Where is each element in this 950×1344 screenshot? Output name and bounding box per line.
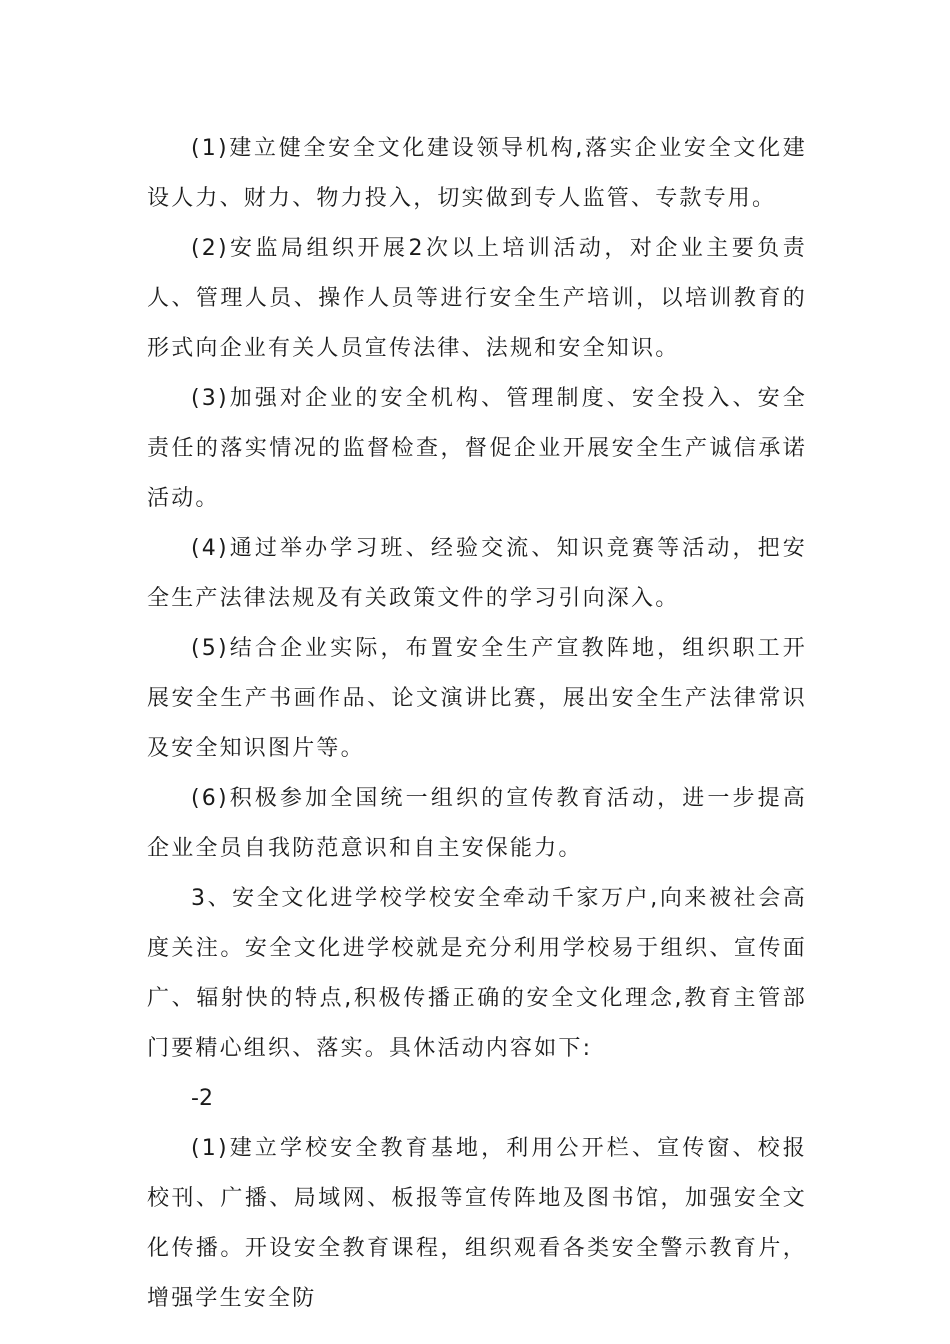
paragraph-5: (5)结合企业实际，布置安全生产宣教阵地，组织职工开展安全生产书画作品、论文演讲比赛，展出安全生产法律常识及安全知识图片等。 <box>147 636 807 761</box>
paragraph-4: (4)通过举办学习班、经验交流、知识竞赛等活动，把安全生产法律法规及有关政策文件的学习引向深入。 <box>147 536 807 611</box>
paragraph-1: (1)建立健全安全文化建设领导机构,落实企业安全文化建设人力、财力、物力投入，切实做到专人监管、专款专用。 <box>147 136 807 211</box>
paragraph-3: (3)加强对企业的安全机构、管理制度、安全投入、安全责任的落实情况的监督检查，督促企业开展安全生产诚信承诺活动。 <box>147 386 807 511</box>
document-body <box>147 124 807 1324</box>
paragraph-2: (2)安监局组织开展2次以上培训活动，对企业主要负责人、管理人员、操作人员等进行安全生产培训，以培训教育的形式向企业有关人员宣传法律、法规和安全知识。 <box>147 236 807 361</box>
paragraph-8: (1)建立学校安全教育基地，利用公开栏、宣传窗、校报校刊、广播、局域网、板报等宣传阵地及图书馆，加强安全文化传播。开设安全教育课程，组织观看各类安全警示教育片，增强学生安全防 <box>147 1136 807 1311</box>
paragraph-6: (6)积极参加全国统一组织的宣传教育活动，进一步提高企业全员自我防范意识和自主安保能力。 <box>147 786 807 861</box>
paragraph-7: 3、安全文化进学校学校安全牵动千家万户,向来被社会高度关注。安全文化进学校就是充分利用学校易于组织、宣传面广、辐射快的特点,积极传播正确的安全文化理念,教育主管部门要精心组织、落实。具休活动内容如下: <box>147 886 807 1061</box>
page-number-marker: -2 <box>191 1086 213 1111</box>
